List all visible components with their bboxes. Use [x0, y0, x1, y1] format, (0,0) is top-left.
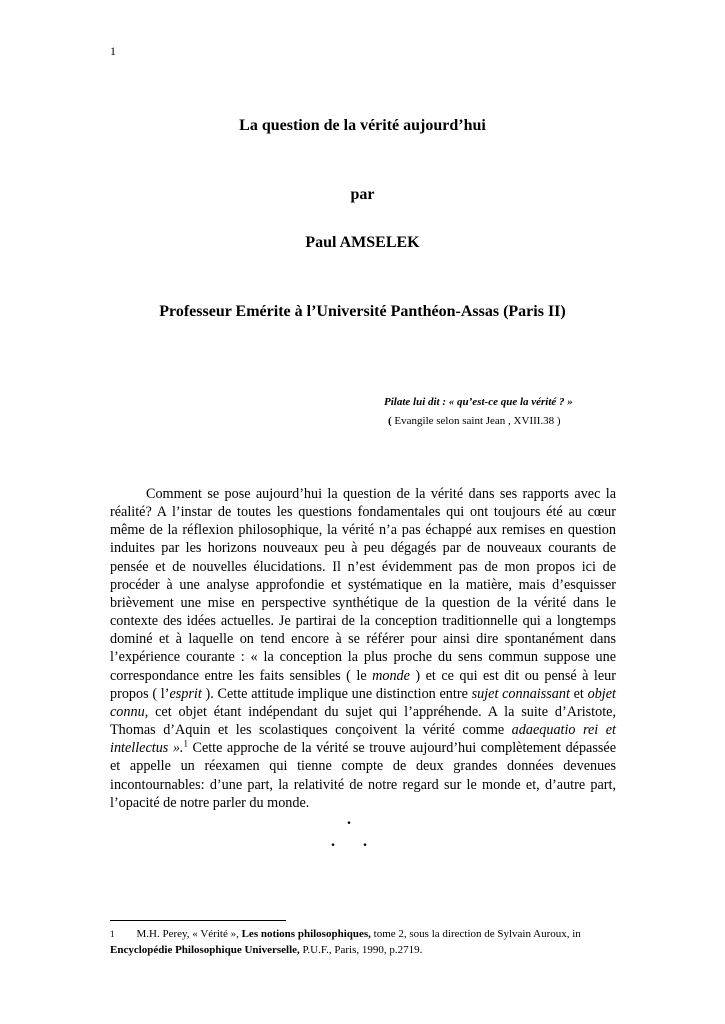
- term-sujet-connaissant: sujet connaissant: [471, 685, 570, 702]
- term-adaequatio: adaequatio rei et intellectus ».: [110, 722, 616, 757]
- footnote-series-title: Encyclopédie Philosophique Universelle,: [110, 944, 300, 956]
- footnote-text-e: P.U.F., Paris, 1990, p.2719.: [299, 944, 423, 956]
- footnote-reference[interactable]: 1: [183, 738, 188, 749]
- separator-dot-top: .: [347, 811, 351, 828]
- term-objet-connu: objet connu: [110, 685, 616, 720]
- epigraph-paren: (: [388, 415, 392, 427]
- body-text-3: ). Cette attitude implique une distinction entre: [201, 685, 472, 702]
- body-text-4: et: [569, 685, 588, 702]
- byline: par: [350, 186, 375, 203]
- term-monde: monde: [372, 667, 410, 684]
- body-text-6: Cette approche de la vérité se trouve aujourd’hui complètement dépassée et appelle un réexamen qui tienne compte de deux grandes données devenues incontournables: d’une part, la relativité de notre regard sur le monde et, d’autre part, l’opacité de notre parler du monde.: [110, 740, 616, 811]
- separator-dot-left: .: [331, 833, 335, 850]
- author-name: Paul AMSELEK: [305, 234, 420, 251]
- epigraph-quote: Pilate lui dit : « qu’est-ce que la vérité ? »: [384, 396, 573, 408]
- epigraph-source-text: Evangile selon saint Jean , XVIII.38 ): [391, 415, 561, 427]
- epigraph: [384, 393, 573, 431]
- footnote-number: 1: [110, 929, 115, 939]
- epigraph-source: [384, 412, 573, 431]
- body-text-1: Comment se pose aujourd’hui la question de la vérité dans ses rapports avec la réalité? A l’instar de toutes les questions fondamentales qui ont toujours été au cœur même de la réflexion philosophique, la vérité n’a pas échappé aux remises en question induites par les horizons nouveaux peu à peu dégagés par de nouveaux courants de pensée et de nouvelles élucidations. Il n’est évidemment pas de mon propos ici de procéder à une analyse approfondie et systématique en la matière, mais d’esquisser brièvement une mise en perspective synthétique de la question de la vérité dans le contexte des idées actuelles. Je partirai de la conception traditionnelle qui a longtemps dominé et à laquelle on tend encore à se référer pour ainsi dire spontanément dans l’expérience courante : « la conception la plus proche du sens commun suppose une correspondance entre les faits sensibles ( le: [110, 486, 616, 684]
- author-affiliation: Professeur Emérite à l’Université Panthéon-Assas (Paris II): [159, 303, 566, 320]
- term-esprit: esprit: [169, 685, 202, 702]
- body-text-2: ) et ce qui est dit ou pensé à leur propos ( l’: [110, 667, 616, 702]
- footnote-text-a: M.H. Perey, « Vérité »,: [136, 928, 242, 940]
- footnote-text-c: tome 2, sous la direction de Sylvain Auroux, in: [370, 928, 581, 940]
- separator-dot-right: .: [363, 833, 367, 850]
- body-paragraph: [110, 485, 616, 812]
- document-title: La question de la vérité aujourd’hui: [239, 117, 486, 134]
- footnote-book-title: Les notions philosophiques,: [241, 928, 371, 940]
- body-text-5: , cet objet étant indépendant du sujet qui l’appréhende. A la suite d’Aristote, Thomas d’Aquin et les scolastiques conçoivent la vérité comme: [110, 703, 616, 739]
- footnote: [110, 926, 616, 958]
- page-number: 1: [110, 44, 116, 58]
- footnote-divider: [110, 920, 286, 921]
